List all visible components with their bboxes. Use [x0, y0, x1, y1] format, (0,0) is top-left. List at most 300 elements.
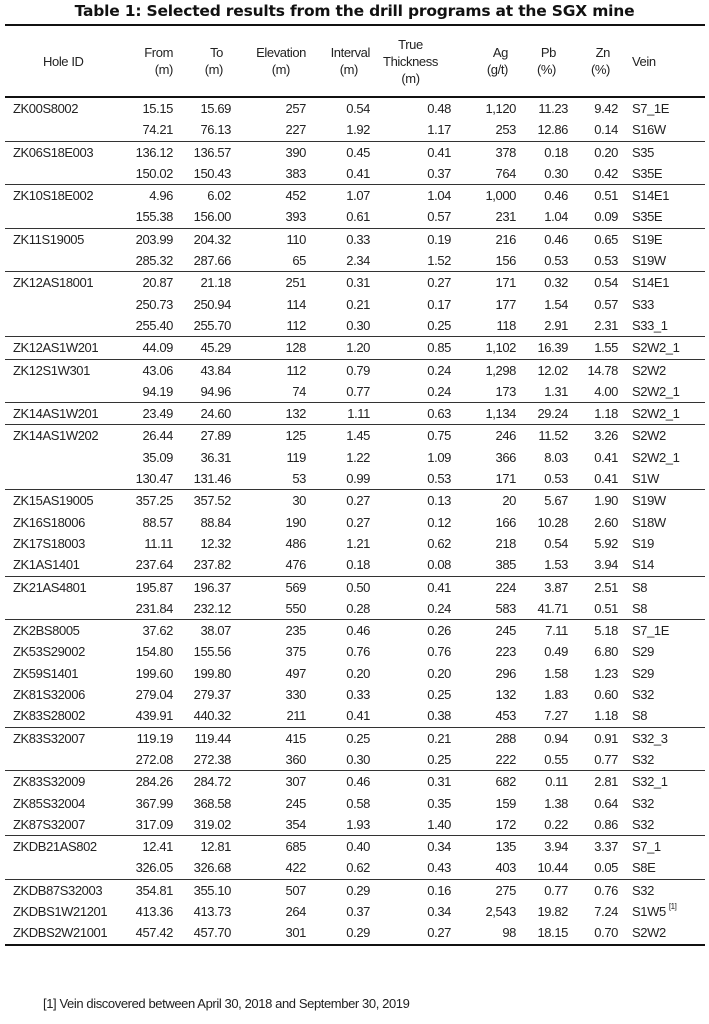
cell-interval: 2.34: [346, 253, 370, 269]
cell-ag: 366: [495, 449, 516, 465]
cell-pb: 1.04: [544, 209, 568, 225]
table-row: [5, 141, 705, 163]
cell-pb: 0.11: [545, 774, 568, 790]
hole-group: [5, 185, 705, 229]
cell-zn: 2.81: [594, 774, 618, 790]
cell-vein: S14E1: [632, 188, 670, 204]
cell-hole-id: ZKDBS2W21001: [13, 925, 108, 941]
hole-group: [5, 425, 705, 490]
cell-vein: S2W2_1: [632, 406, 680, 422]
cell-hole-id: ZK83S32007: [13, 730, 85, 746]
table-row: [5, 879, 705, 901]
cell-interval: 0.76: [346, 644, 370, 660]
cell-pb: 1.58: [544, 665, 568, 681]
cell-to: 38.07: [200, 623, 231, 639]
cell-vein: S2W2: [632, 925, 666, 941]
cell-ag: 222: [495, 751, 516, 767]
cell-zn: 0.91: [594, 730, 618, 746]
cell-vein: S8: [632, 600, 648, 616]
cell-to: 284.72: [193, 774, 231, 790]
cell-zn: 9.42: [594, 101, 618, 116]
cell-to: 250.94: [193, 296, 231, 312]
header-true-thickness: True Thickness (m): [383, 36, 438, 86]
cell-elevation: 119: [286, 449, 306, 465]
cell-true-thickness: 0.08: [427, 557, 451, 573]
cell-vein: S32: [632, 751, 654, 767]
cell-pb: 11.52: [538, 428, 568, 444]
cell-zn: 2.51: [594, 579, 618, 595]
cell-to: 131.46: [193, 471, 231, 487]
table-row: [5, 468, 705, 490]
header-hole-id: Hole ID: [43, 53, 84, 69]
table-row: [5, 425, 705, 447]
table-row: [5, 447, 705, 468]
cell-interval: 0.30: [346, 751, 370, 767]
table-row: [5, 641, 705, 662]
cell-true-thickness: 0.37: [427, 165, 451, 181]
cell-zn: 0.76: [594, 882, 618, 898]
cell-true-thickness: 0.16: [427, 882, 451, 898]
table-row: [5, 598, 705, 620]
cell-true-thickness: 0.41: [427, 144, 451, 160]
cell-to: 12.81: [200, 839, 231, 855]
cell-from: 44.09: [142, 340, 173, 356]
cell-true-thickness: 0.31: [427, 774, 451, 790]
cell-ag: 764: [495, 165, 516, 181]
cell-from: 457.42: [135, 925, 173, 941]
table-row: [5, 727, 705, 749]
cell-pb: 1.83: [544, 687, 568, 703]
cell-from: 231.84: [135, 600, 173, 616]
cell-pb: 29.24: [537, 406, 568, 422]
cell-zn: 0.70: [594, 925, 618, 941]
cell-to: 287.66: [193, 253, 231, 269]
cell-interval: 0.29: [346, 925, 370, 941]
cell-from: 15.15: [142, 101, 173, 116]
cell-to: 255.70: [193, 317, 231, 333]
cell-pb: 12.02: [537, 362, 568, 378]
cell-to: 12.32: [200, 535, 231, 551]
cell-pb: 0.53: [544, 471, 568, 487]
cell-true-thickness: 0.63: [427, 406, 451, 422]
cell-vein: S1W5 [1]: [632, 901, 677, 919]
cell-to: 440.32: [193, 708, 231, 724]
header-elevation: Elevation (m): [256, 45, 306, 77]
cell-ag: 20: [502, 493, 516, 509]
cell-true-thickness: 1.17: [427, 122, 451, 138]
cell-true-thickness: 0.53: [427, 471, 451, 487]
cell-from: 23.49: [142, 406, 173, 422]
cell-hole-id: ZKDBS1W21201: [13, 903, 108, 919]
cell-vein: S32: [632, 882, 654, 898]
cell-vein: S35E: [632, 209, 663, 225]
cell-ag: 98: [502, 925, 516, 941]
table-row: [5, 272, 705, 294]
footnote: [1] Vein discovered between April 30, 2018 and September 30, 2019: [43, 996, 410, 1011]
cell-from: 285.32: [135, 253, 173, 269]
cell-interval: 1.20: [346, 340, 370, 356]
cell-hole-id: ZK1AS1401: [13, 557, 80, 573]
cell-interval: 0.21: [346, 296, 370, 312]
cell-hole-id: ZK2BS8005: [13, 623, 80, 639]
cell-interval: 0.25: [346, 730, 370, 746]
table-row: [5, 315, 705, 337]
header-zn: Zn (%): [590, 45, 610, 77]
cell-vein: S2W2: [632, 362, 666, 378]
header-to: To (m): [204, 45, 223, 77]
cell-elevation: 114: [286, 296, 306, 312]
cell-pb: 0.46: [544, 231, 568, 247]
cell-hole-id: ZK21AS4801: [13, 579, 87, 595]
cell-true-thickness: 0.26: [427, 623, 451, 639]
cell-from: 250.73: [135, 296, 173, 312]
cell-hole-id: ZK59S1401: [13, 665, 79, 681]
cell-vein: S29: [632, 644, 654, 660]
cell-hole-id: [5, 315, 123, 337]
table-row: [5, 206, 705, 228]
cell-vein: S8: [632, 579, 648, 595]
cell-from: 284.26: [135, 774, 173, 790]
cell-hole-id: [5, 381, 123, 403]
cell-from: 199.60: [135, 665, 173, 681]
cell-elevation: 227: [285, 122, 306, 138]
cell-elevation: 30: [292, 493, 306, 509]
cell-interval: 0.41: [346, 165, 370, 181]
cell-pb: 1.38: [544, 795, 568, 811]
cell-zn: 0.05: [594, 860, 618, 876]
table-row: [5, 97, 705, 119]
cell-ag: 159: [495, 795, 516, 811]
cell-to: 457.70: [193, 925, 231, 941]
cell-elevation: 235: [285, 623, 306, 639]
cell-elevation: 415: [285, 730, 306, 746]
cell-to: 357.52: [193, 493, 231, 509]
cell-true-thickness: 0.17: [427, 296, 451, 312]
hole-group: [5, 141, 705, 185]
cell-true-thickness: 0.41: [427, 579, 451, 595]
cell-pb: 2.91: [544, 317, 568, 333]
cell-to: 155.56: [193, 644, 231, 660]
cell-hole-id: ZK10S18E002: [13, 188, 94, 204]
cell-to: 119.44: [194, 730, 231, 746]
cell-ag: 1,298: [485, 362, 516, 378]
cell-elevation: 112: [286, 317, 306, 333]
table-row: [5, 490, 705, 512]
cell-interval: 1.92: [346, 122, 370, 138]
cell-to: 88.84: [200, 514, 231, 530]
cell-pb: 0.54: [544, 535, 568, 551]
cell-elevation: 53: [292, 471, 306, 487]
cell-ag: 403: [495, 860, 516, 876]
cell-zn: 0.09: [594, 209, 618, 225]
cell-ag: 296: [495, 665, 516, 681]
cell-pb: 5.67: [544, 493, 568, 509]
cell-vein: S7_1: [632, 839, 661, 855]
cell-pb: 1.31: [544, 383, 568, 399]
cell-zn: 0.51: [594, 600, 618, 616]
cell-pb: 8.03: [544, 449, 568, 465]
cell-interval: 0.29: [346, 882, 370, 898]
cell-elevation: 422: [285, 860, 306, 876]
cell-interval: 1.11: [347, 406, 370, 422]
cell-from: 130.47: [135, 471, 173, 487]
cell-hole-id: ZK83S32009: [13, 774, 85, 790]
cell-ag: 231: [495, 209, 516, 225]
cell-vein: S16W: [632, 122, 666, 138]
cell-ag: 218: [495, 535, 516, 551]
hole-group: [5, 836, 705, 880]
cell-ag: 224: [495, 579, 516, 595]
cell-interval: 0.45: [346, 144, 370, 160]
cell-zn: 5.18: [594, 623, 618, 639]
cell-ag: 177: [495, 296, 516, 312]
cell-pb: 41.71: [537, 600, 568, 616]
cell-from: 154.80: [135, 644, 173, 660]
cell-vein: S2W2: [632, 428, 666, 444]
cell-ag: 385: [495, 557, 516, 573]
cell-hole-id: [5, 163, 123, 185]
table-row: [5, 836, 705, 858]
cell-elevation: 507: [285, 882, 306, 898]
cell-interval: 0.31: [346, 275, 370, 291]
cell-elevation: 375: [285, 644, 306, 660]
cell-vein: S35E: [632, 165, 663, 181]
cell-true-thickness: 0.34: [427, 903, 451, 919]
cell-pb: 3.94: [544, 839, 568, 855]
cell-interval: 0.27: [346, 514, 370, 530]
cell-pb: 1.53: [544, 557, 568, 573]
cell-from: 12.41: [142, 839, 173, 855]
cell-zn: 14.78: [587, 362, 618, 378]
cell-true-thickness: 0.12: [427, 514, 451, 530]
table-row: [5, 294, 705, 315]
hole-group: [5, 403, 705, 425]
cell-to: 413.73: [193, 903, 231, 919]
cell-from: 35.09: [142, 449, 173, 465]
cell-zn: 7.24: [594, 903, 618, 919]
cell-pb: 0.49: [544, 644, 568, 660]
cell-zn: 0.65: [594, 231, 618, 247]
header-pb: Pb (%): [536, 45, 556, 77]
table-row: [5, 119, 705, 141]
cell-ag: 216: [495, 231, 516, 247]
cell-zn: 0.77: [594, 751, 618, 767]
cell-hole-id: ZK17S18003: [13, 535, 85, 551]
cell-to: 326.68: [193, 860, 231, 876]
cell-ag: 275: [495, 882, 516, 898]
cell-elevation: 550: [285, 600, 306, 616]
cell-to: 43.84: [200, 362, 231, 378]
cell-from: 203.99: [135, 231, 173, 247]
cell-true-thickness: 0.24: [427, 383, 451, 399]
cell-vein: S32_3: [632, 730, 668, 746]
cell-interval: 0.54: [346, 101, 370, 116]
table-row: [5, 403, 705, 425]
cell-ag: 2,543: [485, 903, 516, 919]
cell-interval: 0.50: [346, 579, 370, 595]
hole-group: [5, 337, 705, 359]
cell-true-thickness: 0.27: [427, 925, 451, 941]
cell-from: 136.12: [135, 144, 173, 160]
cell-to: 150.43: [193, 165, 231, 181]
cell-interval: 0.28: [346, 600, 370, 616]
cell-to: 24.60: [200, 406, 231, 422]
table-row: [5, 620, 705, 642]
cell-zn: 0.53: [594, 253, 618, 269]
cell-pb: 0.55: [544, 751, 568, 767]
cell-from: 354.81: [135, 882, 173, 898]
cell-true-thickness: 0.19: [427, 231, 451, 247]
cell-vein: S19: [632, 535, 654, 551]
cell-to: 36.31: [200, 449, 231, 465]
cell-to: 45.29: [200, 340, 231, 356]
cell-true-thickness: 0.38: [427, 708, 451, 724]
cell-true-thickness: 0.25: [427, 751, 451, 767]
cell-zn: 0.57: [594, 296, 618, 312]
table-row: [5, 857, 705, 879]
cell-from: 37.62: [142, 623, 173, 639]
table-row: [5, 663, 705, 684]
cell-elevation: 257: [285, 101, 306, 116]
cell-zn: 1.90: [594, 493, 618, 509]
header-from: From (m): [144, 45, 173, 77]
hole-group: [5, 771, 705, 836]
cell-ag: 682: [495, 774, 516, 790]
cell-interval: 0.41: [346, 708, 370, 724]
cell-elevation: 307: [285, 774, 306, 790]
cell-zn: 1.23: [594, 665, 618, 681]
cell-ag: 246: [495, 428, 516, 444]
cell-interval: 0.33: [346, 231, 370, 247]
cell-true-thickness: 0.62: [427, 535, 451, 551]
cell-vein: S35: [632, 144, 654, 160]
cell-ag: 171: [495, 471, 516, 487]
hole-group: [5, 359, 705, 403]
cell-from: 237.64: [135, 557, 173, 573]
cell-true-thickness: 0.13: [427, 493, 451, 509]
cell-from: 4.96: [149, 188, 173, 204]
cell-zn: 0.86: [594, 816, 618, 832]
header-vein: Vein: [632, 53, 656, 69]
cell-from: 272.08: [135, 751, 173, 767]
cell-vein: S19W: [632, 493, 666, 509]
cell-vein: S2W2_1: [632, 340, 680, 356]
cell-true-thickness: 0.21: [427, 730, 451, 746]
cell-to: 237.82: [193, 557, 231, 573]
cell-pb: 0.46: [544, 188, 568, 204]
cell-vein: S7_1E: [632, 623, 670, 639]
cell-interval: 1.93: [346, 816, 370, 832]
cell-ag: 166: [495, 514, 516, 530]
cell-hole-id: ZK83S28002: [13, 708, 85, 724]
cell-ag: 173: [495, 383, 516, 399]
cell-hole-id: ZK16S18006: [13, 514, 85, 530]
cell-ag: 156: [495, 253, 516, 269]
table-row: [5, 533, 705, 554]
cell-interval: 0.37: [346, 903, 370, 919]
cell-to: 15.69: [200, 101, 231, 116]
cell-true-thickness: 1.04: [427, 188, 451, 204]
hole-group: [5, 272, 705, 337]
cell-hole-id: ZK81S32006: [13, 687, 85, 703]
cell-from: 326.05: [135, 860, 173, 876]
cell-vein: S33: [632, 296, 654, 312]
cell-interval: 0.99: [346, 471, 370, 487]
cell-pb: 0.22: [544, 816, 568, 832]
cell-true-thickness: 1.40: [427, 816, 451, 832]
cell-zn: 3.37: [594, 839, 618, 855]
cell-interval: 0.58: [346, 795, 370, 811]
cell-elevation: 330: [285, 687, 306, 703]
cell-zn: 3.26: [594, 428, 618, 444]
cell-true-thickness: 0.43: [427, 860, 451, 876]
cell-pb: 18.15: [537, 925, 568, 941]
cell-elevation: 211: [286, 708, 306, 724]
cell-true-thickness: 1.09: [427, 449, 451, 465]
cell-elevation: 685: [285, 839, 306, 855]
cell-ag: 288: [495, 730, 516, 746]
cell-zn: 2.60: [594, 514, 618, 530]
drill-results-table: [5, 24, 705, 946]
cell-elevation: 476: [285, 557, 306, 573]
table-row: [5, 163, 705, 185]
cell-pb: 0.53: [544, 253, 568, 269]
cell-to: 355.10: [193, 882, 231, 898]
cell-ag: 583: [495, 600, 516, 616]
cell-pb: 1.54: [544, 296, 568, 312]
table-row: [5, 576, 705, 598]
cell-interval: 0.18: [346, 557, 370, 573]
cell-hole-id: ZK14AS1W201: [13, 406, 99, 422]
cell-elevation: 390: [285, 144, 306, 160]
table-row: [5, 512, 705, 533]
table-row: [5, 554, 705, 576]
cell-true-thickness: 0.76: [427, 644, 451, 660]
cell-zn: 4.00: [594, 383, 618, 399]
cell-from: 255.40: [135, 317, 173, 333]
cell-ag: 172: [495, 816, 516, 832]
cell-hole-id: ZK85S32004: [13, 795, 85, 811]
table-row: [5, 705, 705, 727]
cell-pb: 19.82: [537, 903, 568, 919]
cell-hole-id: ZK12AS18001: [13, 275, 94, 291]
cell-hole-id: ZK53S29002: [13, 644, 85, 660]
cell-to: 27.89: [200, 428, 231, 444]
table-title: Table 1: Selected results from the drill programs at the SGX mine: [74, 2, 635, 20]
cell-elevation: 110: [286, 231, 306, 247]
cell-elevation: 393: [285, 209, 306, 225]
cell-from: 119.19: [136, 730, 173, 746]
cell-interval: 0.20: [346, 665, 370, 681]
table-row: [5, 228, 705, 250]
cell-zn: 0.54: [594, 275, 618, 291]
table-row: [5, 771, 705, 793]
header-ag: Ag (g/t): [486, 45, 508, 77]
cell-ag: 132: [495, 687, 516, 703]
cell-vein: S32: [632, 816, 654, 832]
cell-ag: 223: [495, 644, 516, 660]
cell-hole-id: [5, 294, 123, 315]
cell-to: 279.37: [193, 687, 231, 703]
cell-from: 413.36: [135, 903, 173, 919]
cell-true-thickness: 0.20: [427, 665, 451, 681]
cell-to: 6.02: [207, 188, 231, 204]
cell-elevation: 65: [292, 253, 306, 269]
cell-zn: 6.80: [594, 644, 618, 660]
cell-pb: 10.44: [537, 860, 568, 876]
cell-zn: 2.31: [594, 317, 618, 333]
cell-elevation: 264: [285, 903, 306, 919]
